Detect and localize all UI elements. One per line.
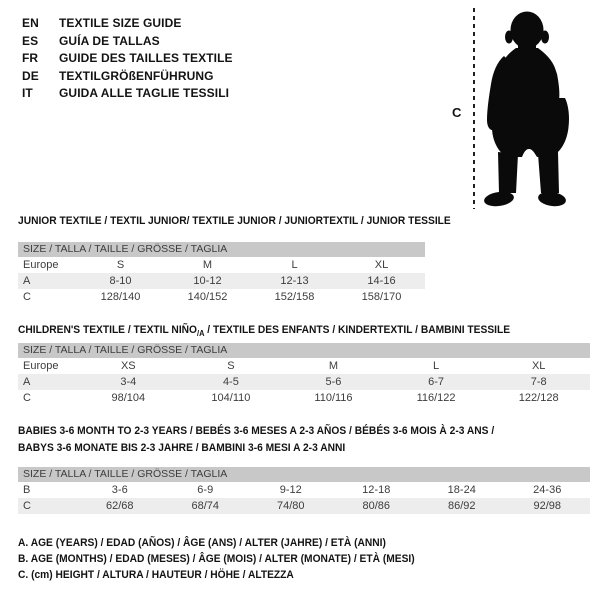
guide-title: GUÍA DE TALLAS — [59, 33, 160, 48]
size-cell: 18-24 — [447, 484, 476, 496]
language-row — [22, 33, 233, 51]
size-cell: 4-5 — [180, 374, 283, 390]
footnotes — [18, 536, 445, 583]
size-cell: 152/158 — [274, 291, 315, 303]
table-row — [18, 289, 425, 305]
section-title-children-sub: /A — [197, 329, 205, 339]
size-cell: 104/110 — [211, 392, 251, 404]
language-code: FR — [22, 51, 39, 65]
table-row — [18, 273, 425, 289]
guide-title: GUIDA ALLE TAGLIE TESSILI — [59, 86, 230, 100]
table-row — [18, 374, 590, 390]
height-measure-dashed-line — [473, 8, 475, 209]
note-a: A. AGE (YEARS) / EDAD (AÑOS) / ÂGE (ANS) / ALTER (JAHRE) / ETÀ (ANNI) — [18, 537, 386, 549]
table-row — [18, 358, 590, 374]
language-row — [22, 50, 233, 68]
size-cell: 98/104 — [111, 392, 146, 404]
row-label: Europe — [23, 259, 59, 271]
size-cell: 68/74 — [163, 498, 249, 514]
row-label: A — [18, 374, 77, 390]
size-cell: 12-13 — [251, 273, 338, 289]
size-cell: 12-18 — [362, 484, 391, 496]
babies-size-table — [18, 467, 590, 514]
size-cell: 24-36 — [533, 484, 562, 496]
size-cell: 10-12 — [164, 273, 251, 289]
guide-title: TEXTILE SIZE GUIDE — [59, 16, 182, 30]
size-cell: XL — [531, 360, 546, 372]
size-cell: 92/98 — [505, 498, 591, 514]
row-label: C — [18, 498, 77, 514]
size-cell: S — [116, 259, 125, 271]
language-title-list — [22, 15, 233, 103]
size-cell: 6-7 — [385, 374, 488, 390]
size-cell: 7-8 — [487, 374, 590, 390]
table-row — [18, 257, 425, 273]
size-cell: 140/152 — [187, 291, 228, 303]
language-code: IT — [22, 86, 33, 100]
size-cell: L — [291, 259, 298, 271]
row-label: C — [23, 291, 31, 303]
language-row — [22, 68, 233, 86]
note-c: C. (cm) HEIGHT / ALTURA / HAUTEUR / HÖHE / ALTEZZA — [18, 568, 294, 581]
note-b: B. AGE (MONTHS) / EDAD (MESES) / ÂGE (MOIS) / ALTER (MONATE) / ETÀ (MESI) — [18, 552, 415, 565]
size-cell: 3-6 — [111, 484, 128, 496]
size-cell: 8-10 — [77, 273, 164, 289]
section-title-children-post: / TEXTILE DES ENFANTS / KINDERTEXTIL / BAMBINI TESSILE — [204, 324, 511, 336]
baby-silhouette-shape — [483, 12, 569, 209]
row-label: Europe — [23, 360, 59, 372]
size-cell: 86/92 — [419, 498, 505, 514]
section-title-babies — [18, 423, 494, 456]
baby-silhouette — [482, 8, 594, 210]
section-title-babies-line1: BABIES 3-6 MONTH TO 2-3 YEARS / BEBÉS 3-6 MESES A 2-3 AÑOS / BÉBÉS 3-6 MOIS À 2-3 ANS / — [18, 425, 495, 437]
section-title-children — [18, 322, 510, 343]
row-label: B — [23, 484, 31, 496]
section-title-junior: JUNIOR TEXTILE / TEXTIL JUNIOR/ TEXTILE JUNIOR / JUNIORTEXTIL / JUNIOR TESSILE — [18, 215, 451, 227]
size-cell: 74/80 — [248, 498, 334, 514]
size-cell: 116/122 — [416, 392, 456, 404]
table-row — [18, 390, 590, 406]
size-cell: S — [227, 360, 235, 372]
section-title-babies-line2: BABYS 3-6 MONATE BIS 2-3 JAHRE / BAMBINI 3-6 MESI A 2-3 ANNI — [18, 441, 346, 454]
language-row — [22, 15, 233, 33]
size-cell: 110/116 — [314, 392, 353, 404]
section-title-children-pre: CHILDREN'S TEXTILE / TEXTIL NIÑO — [18, 324, 198, 336]
language-code: DE — [22, 68, 39, 83]
size-cell: 3-4 — [77, 374, 180, 390]
height-measure-label: C — [452, 105, 462, 120]
size-cell: 128/140 — [100, 291, 141, 303]
size-cell: 62/68 — [77, 498, 163, 514]
table-row — [18, 482, 590, 498]
row-label: C — [23, 392, 31, 404]
table-row — [18, 498, 590, 514]
size-cell: 14-16 — [338, 273, 425, 289]
size-cell: 122/128 — [518, 392, 559, 404]
size-cell: XL — [374, 259, 389, 271]
language-code: ES — [22, 33, 39, 48]
size-cell: 6-9 — [197, 484, 214, 496]
children-size-table — [18, 343, 590, 406]
guide-title: GUIDE DES TAILLES TEXTILE — [59, 51, 233, 65]
size-cell: XS — [120, 360, 136, 372]
size-cell: M — [328, 360, 339, 372]
guide-title: TEXTILGRÖßENFÜHRUNG — [59, 68, 214, 83]
size-header-bar: SIZE / TALLA / TAILLE / GRÖSSE / TAGLIA — [18, 242, 425, 257]
size-header-bar: SIZE / TALLA / TAILLE / GRÖSSE / TAGLIA — [18, 343, 590, 358]
size-cell: 158/170 — [361, 291, 402, 303]
junior-size-table — [18, 242, 425, 305]
size-cell: M — [202, 259, 213, 271]
size-cell: 5-6 — [282, 374, 385, 390]
size-cell: L — [433, 360, 440, 372]
size-cell: 80/86 — [334, 498, 420, 514]
size-cell: 9-12 — [279, 484, 302, 496]
row-label: A — [18, 273, 77, 289]
size-header-bar: SIZE / TALLA / TAILLE / GRÖSSE / TAGLIA — [18, 467, 590, 482]
language-row — [22, 85, 233, 103]
language-code: EN — [22, 16, 39, 30]
